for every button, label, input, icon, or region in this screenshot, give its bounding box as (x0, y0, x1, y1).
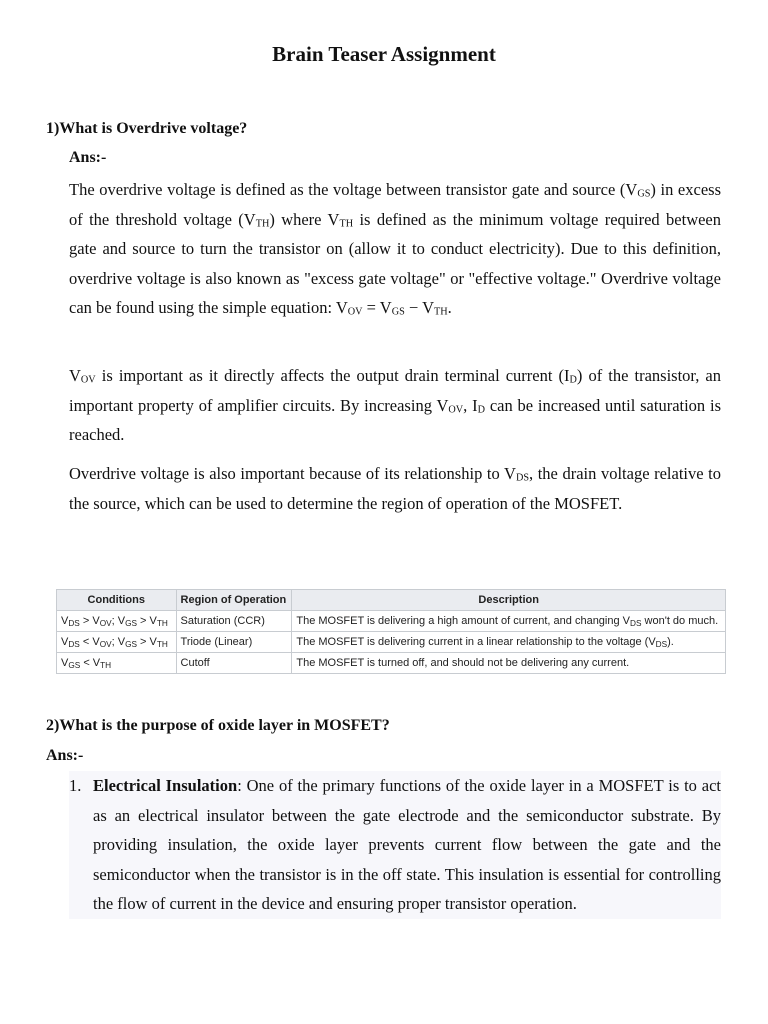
question-2: 2)What is the purpose of oxide layer in MOSFET? (46, 717, 390, 734)
q1-paragraph-3: Overdrive voltage is also important because of its relationship to $V_{DS}$, the drain voltage relative to the source, which can be used to determine the region of operation of the MOSFET. (69, 464, 721, 513)
page-title: Brain Teaser Assignment (272, 42, 496, 66)
oxide-functions-list (69, 771, 721, 919)
q1-paragraph-2: $V_{OV}$ is important as it directly affects the output drain terminal current $(I_D)$ of the transistor, an important property of amplifier circuits. By increasing $V_{OV}$, $I_D$ can be increased until saturation is reached. (69, 366, 722, 445)
cell-conditions: $V_{GS} < V_{TH}$ (57, 653, 177, 674)
mosfet-regions-table (56, 589, 726, 674)
list-item-number: 1. (69, 776, 82, 795)
table-row (57, 611, 726, 632)
cell-description: The MOSFET is delivering a high amount of current, and changing $V_{DS}$ won't do much. (292, 611, 726, 632)
cell-description: The MOSFET is delivering current in a linear relationship to the voltage $(V_{DS})$. (292, 632, 726, 653)
list-item (69, 771, 721, 919)
cell-region: Triode (Linear) (176, 632, 292, 653)
list-item-text: : One of the primary functions of the oxide layer in a MOSFET is to act as an electrical insulator between the gate electrode and the semiconductor substrate. By providing insulation, the oxide layer prevents current flow between the gate and the semiconductor when the transistor is in the off state. This insulation is essential for controlling the flow of current in the device and ensuring proper transistor operation. (93, 776, 721, 914)
header-region: Region of Operation (176, 590, 292, 611)
q1-paragraph-1: The overdrive voltage is defined as the voltage between transistor gate and source $(V_{GS})$ in excess of the threshold voltage $(V_{TH})$ where $V_{TH}$ is defined as the minimum voltage required between gate and source to turn the transistor on (allow it to conduct electricity). Due to this definition, overdrive voltage is also known as "excess gate voltage" or "effective voltage." Overdrive voltage can be found using the simple equation: $V_{OV} = V_{GS} - V_{TH}$. (69, 180, 722, 318)
answer-label-2: Ans:- (46, 747, 84, 764)
table-row (57, 653, 726, 674)
cell-description: The MOSFET is turned off, and should not be delivering any current. (292, 653, 726, 674)
header-description: Description (292, 590, 726, 611)
table-row (57, 632, 726, 653)
table-header-row (57, 590, 726, 611)
cell-region: Cutoff (176, 653, 292, 674)
list-item-body (93, 771, 721, 919)
header-conditions: Conditions (57, 590, 177, 611)
list-item-heading: Electrical Insulation (93, 776, 238, 795)
cell-conditions: $V_{DS} > V_{OV}$; $V_{GS} > V_{TH}$ (57, 611, 177, 632)
cell-region: Saturation (CCR) (176, 611, 292, 632)
cell-conditions: $V_{DS} < V_{OV}$; $V_{GS} > V_{TH}$ (57, 632, 177, 653)
question-1: 1)What is Overdrive voltage? (46, 120, 248, 137)
answer-label-1: Ans:- (69, 149, 107, 166)
